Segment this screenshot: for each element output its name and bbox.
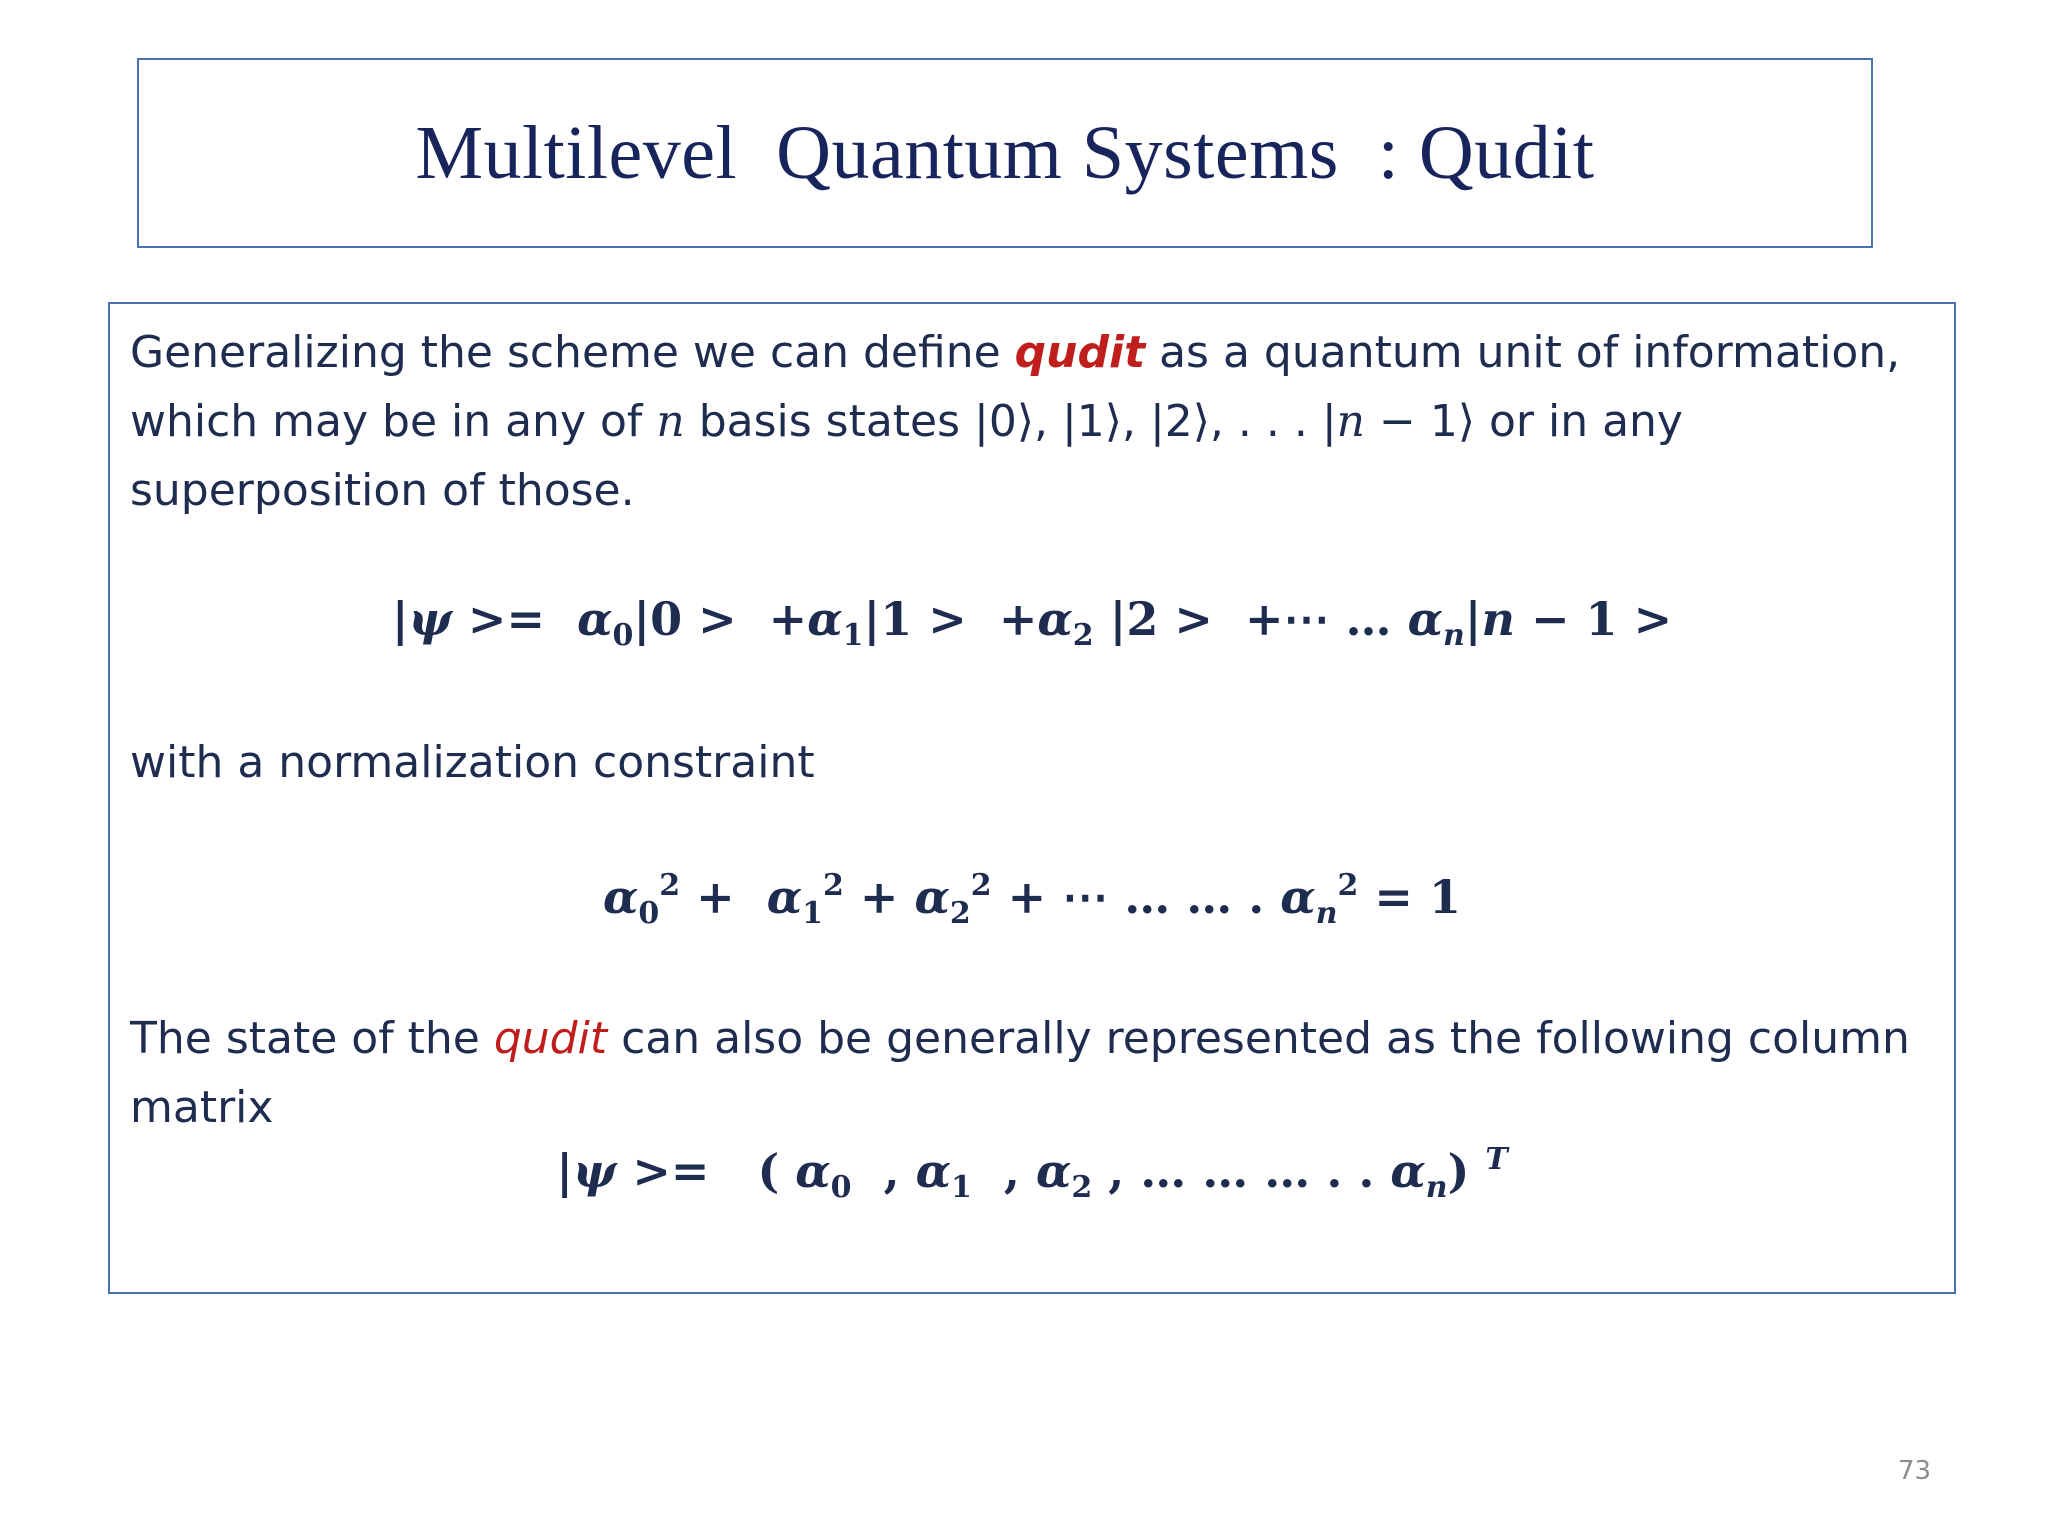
definition-text-end: − 1⟩ or in any superposition of those. [130, 396, 1683, 516]
definition-text-after: basis states |0⟩, |1⟩, |2⟩, . . . | [684, 396, 1337, 447]
definition-text-middle: as a quantum unit of information, which may be in any of [130, 327, 1901, 447]
variable-n-ket: n [1336, 396, 1365, 447]
column-matrix-paragraph [130, 1004, 1940, 1142]
definition-text-start: Generalizing the scheme we can define [130, 327, 1015, 378]
column-matrix-equation: |ψ >= ( $\alpha_0$ , $\alpha_1$ , $\alpha_2$ , … … … . . $\alpha_n$) $^T$ [556, 1142, 1508, 1205]
normalization-paragraph: with a normalization constraint [130, 737, 815, 788]
page-number: 73 [1898, 1456, 1932, 1486]
superposition-equation: $|\psi >= \alpha_0|0 > +\alpha_1|1 > +\alpha_2$ |2 > +⋯ … $\alpha_n|n - 1$ > [391, 592, 1673, 653]
content-box [108, 302, 1956, 1294]
qudit-keyword-2: qudit [493, 1013, 608, 1064]
column-matrix-text-start: The state of the [130, 1013, 494, 1064]
qudit-keyword: qudit [1014, 327, 1146, 378]
variable-n: n [656, 396, 685, 447]
normalization-equation: $\alpha_0^2 + \alpha_1^2 + \alpha_2^2$ + ⋯ … … . $\alpha_n^2 = 1$ [603, 868, 1461, 931]
definition-paragraph [130, 318, 1940, 525]
slide-title: Multilevel Quantum Systems : Qudit [415, 110, 1595, 195]
column-matrix-text-end: can also be generally represented as the following column matrix [130, 1013, 1910, 1133]
title-box [137, 58, 1873, 248]
